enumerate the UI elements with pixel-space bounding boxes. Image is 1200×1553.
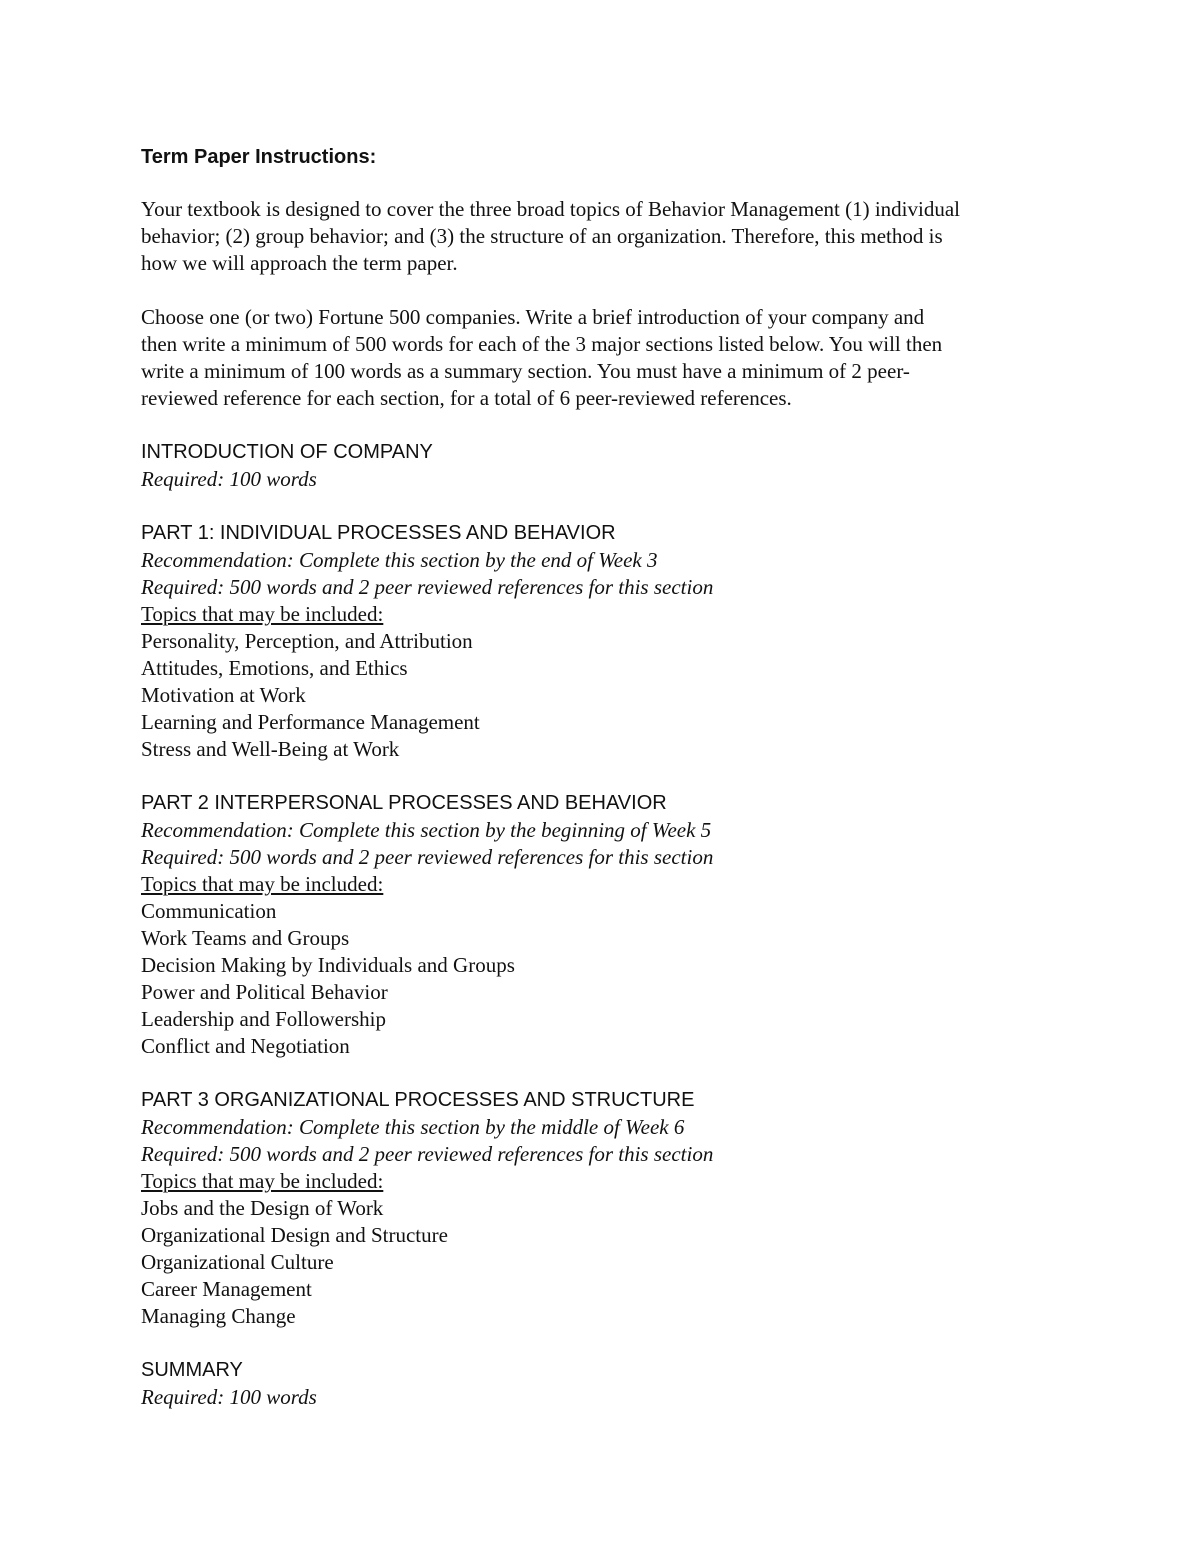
recommendation-note: Recommendation: Complete this section by the middle of Week 6: [141, 1115, 685, 1139]
topic-item: Stress and Well-Being at Work: [141, 737, 400, 761]
topic-item: Jobs and the Design of Work: [141, 1196, 384, 1220]
instructions-line: Choose one (or two) Fortune 500 companies. Write a brief introduction of your company and: [141, 305, 925, 329]
topic-item: Leadership and Followership: [141, 1007, 386, 1031]
topic-item: Attitudes, Emotions, and Ethics: [141, 656, 408, 680]
section-heading: PART 2 INTERPERSONAL PROCESSES AND BEHAVIOR: [141, 792, 667, 814]
instructions-line: then write a minimum of 500 words for each of the 3 major sections listed below. You will then: [141, 332, 943, 356]
recommendation-note: Recommendation: Complete this section by the end of Week 3: [141, 548, 658, 572]
topics-label: Topics that may be included:: [141, 872, 384, 896]
document-page: [141, 140, 1101, 1438]
section-heading: PART 1: INDIVIDUAL PROCESSES AND BEHAVIOR: [141, 522, 616, 544]
recommendation-note: Recommendation: Complete this section by the beginning of Week 5: [141, 818, 712, 842]
required-note: Required: 500 words and 2 peer reviewed references for this section: [141, 845, 714, 869]
instructions-paragraph: [141, 304, 1101, 412]
section-heading: INTRODUCTION OF COMPANY: [141, 441, 433, 463]
topic-item: Decision Making by Individuals and Groups: [141, 953, 515, 977]
topic-item: Work Teams and Groups: [141, 926, 350, 950]
topic-item: Motivation at Work: [141, 683, 306, 707]
topic-item: Communication: [141, 899, 277, 923]
introduction-section: [141, 439, 1101, 493]
topics-label: Topics that may be included:: [141, 1169, 384, 1193]
instructions-line: write a minimum of 100 words as a summary section. You must have a minimum of 2 peer-: [141, 359, 910, 383]
part-2-section: [141, 790, 1101, 1060]
topic-item: Career Management: [141, 1277, 312, 1301]
intro-line: how we will approach the term paper.: [141, 251, 458, 275]
required-note: Required: 100 words: [141, 1385, 317, 1409]
section-heading: PART 3 ORGANIZATIONAL PROCESSES AND STRUCTURE: [141, 1089, 695, 1111]
intro-line: Your textbook is designed to cover the three broad topics of Behavior Management (1) individual: [141, 197, 961, 221]
intro-line: behavior; (2) group behavior; and (3) the structure of an organization. Therefore, this method is: [141, 224, 943, 248]
part-3-section: [141, 1087, 1101, 1330]
topics-label: Topics that may be included:: [141, 602, 384, 626]
required-note: Required: 100 words: [141, 467, 317, 491]
section-heading: SUMMARY: [141, 1359, 243, 1381]
intro-paragraph: [141, 196, 1101, 277]
topic-item: Organizational Design and Structure: [141, 1223, 448, 1247]
topic-item: Learning and Performance Management: [141, 710, 480, 734]
instructions-line: reviewed reference for each section, for a total of 6 peer-reviewed references.: [141, 386, 792, 410]
topic-item: Conflict and Negotiation: [141, 1034, 350, 1058]
required-note: Required: 500 words and 2 peer reviewed references for this section: [141, 1142, 714, 1166]
topic-item: Organizational Culture: [141, 1250, 334, 1274]
topic-item: Power and Political Behavior: [141, 980, 388, 1004]
required-note: Required: 500 words and 2 peer reviewed references for this section: [141, 575, 714, 599]
document-title: Term Paper Instructions:: [141, 146, 377, 168]
topic-item: Personality, Perception, and Attribution: [141, 629, 473, 653]
summary-section: [141, 1357, 1101, 1411]
topic-item: Managing Change: [141, 1304, 296, 1328]
part-1-section: [141, 520, 1101, 763]
